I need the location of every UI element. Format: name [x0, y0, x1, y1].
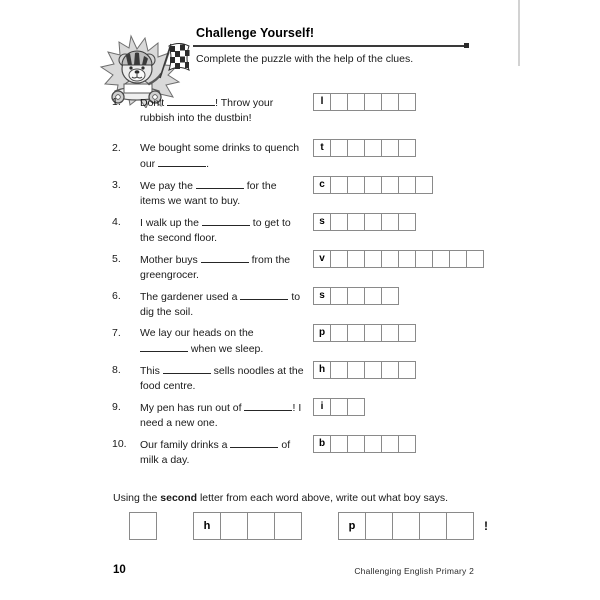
question-text: [140, 95, 304, 125]
question-text: [140, 326, 304, 356]
answer-cell[interactable]: [382, 177, 399, 193]
bottom-instruction: [113, 491, 448, 505]
answer-cell[interactable]: [331, 288, 348, 304]
answer-cell[interactable]: [365, 362, 382, 378]
final-cell[interactable]: [221, 513, 248, 539]
answer-cell[interactable]: [348, 399, 364, 415]
question-row: [0, 326, 600, 366]
answer-cell-prefilled[interactable]: p: [314, 325, 331, 341]
challenge-header: [0, 18, 600, 98]
answer-grid[interactable]: [313, 213, 416, 231]
final-cell[interactable]: [447, 513, 473, 539]
question-text-before: Don't: [140, 97, 168, 109]
question-blank: [158, 156, 206, 167]
answer-cell[interactable]: [348, 288, 365, 304]
question-text-after: .: [206, 157, 210, 170]
question-text-after: to get to the second floor.: [140, 217, 291, 244]
answer-cell[interactable]: [348, 140, 365, 156]
answer-cell[interactable]: [331, 362, 348, 378]
answer-cell[interactable]: [433, 251, 450, 267]
page-number: 10: [113, 564, 126, 576]
answer-cell-prefilled[interactable]: t: [314, 140, 331, 156]
question-text: [140, 141, 304, 171]
answer-cell[interactable]: [348, 214, 365, 230]
answer-cell[interactable]: [382, 140, 399, 156]
final-cell[interactable]: [275, 513, 301, 539]
question-text: [140, 363, 304, 393]
question-row: [0, 363, 600, 403]
question-text: [140, 437, 304, 467]
answer-cell[interactable]: [365, 436, 382, 452]
final-cell[interactable]: [130, 513, 156, 539]
answer-cell[interactable]: [348, 325, 365, 341]
answer-cell[interactable]: [399, 140, 415, 156]
exclamation-mark: !: [484, 519, 488, 533]
answer-cell-prefilled[interactable]: s: [314, 288, 331, 304]
question-row: [0, 252, 600, 292]
answer-grid[interactable]: [313, 139, 416, 157]
answer-grid[interactable]: [313, 176, 433, 194]
question-blank: [240, 289, 288, 300]
answer-cell[interactable]: [331, 140, 348, 156]
question-row: [0, 141, 600, 181]
answer-cell[interactable]: [399, 362, 415, 378]
question-blank: [202, 215, 250, 226]
question-row: [0, 95, 600, 135]
answer-cell-prefilled[interactable]: l: [314, 94, 331, 110]
answer-grid[interactable]: [313, 287, 399, 305]
book-title: Challenging English Primary 2: [354, 566, 474, 576]
answer-cell-prefilled[interactable]: i: [314, 399, 331, 415]
instruction-text: Complete the puzzle with the help of the clues.: [196, 53, 414, 65]
question-text-after: for the items we want to buy.: [140, 180, 277, 207]
question-number: 5.: [112, 253, 121, 265]
answer-cell[interactable]: [348, 362, 365, 378]
question-text-after: ! I need a new one.: [140, 402, 302, 429]
question-number: 4.: [112, 216, 121, 228]
header-text-block: [196, 26, 496, 66]
answer-cell[interactable]: [365, 140, 382, 156]
answer-cell[interactable]: [382, 362, 399, 378]
final-cell[interactable]: [366, 513, 393, 539]
question-text-before: We lay our heads on the: [140, 327, 254, 339]
question-row: [0, 289, 600, 329]
question-text: [140, 289, 304, 319]
question-text: [140, 400, 304, 430]
answer-cell[interactable]: [365, 251, 382, 267]
header-rule-line: [193, 45, 465, 47]
header-rule-endpoint: [464, 43, 469, 48]
answer-cell[interactable]: [365, 214, 382, 230]
answer-cell[interactable]: [331, 325, 348, 341]
bottom-instruction-before: Using the: [113, 492, 161, 504]
question-text-after: ! Throw your rubbish into the dustbin!: [140, 97, 274, 124]
question-text: [140, 178, 304, 208]
final-answer-grid[interactable]: [338, 512, 474, 540]
bottom-instruction-emphasis: second: [160, 492, 198, 504]
answer-cell[interactable]: [399, 251, 416, 267]
question-blank: [230, 437, 278, 448]
answer-cell[interactable]: [382, 325, 399, 341]
bottom-instruction-after: letter from each word above, write out what boy says.: [197, 492, 448, 504]
answer-cell[interactable]: [331, 177, 348, 193]
question-row: [0, 178, 600, 218]
question-text-before: Our family drinks a: [140, 439, 231, 451]
question-row: [0, 215, 600, 255]
question-number: 10.: [112, 438, 127, 450]
answer-cell[interactable]: [348, 251, 365, 267]
question-text-before: We pay the: [140, 180, 196, 192]
answer-cell[interactable]: [450, 251, 467, 267]
question-text-before: My pen has run out of: [140, 402, 245, 414]
question-text-after: from the greengrocer.: [140, 254, 291, 281]
question-text-before: The gardener used a: [140, 291, 241, 303]
question-text-before: This: [140, 365, 163, 377]
question-blank: [201, 252, 249, 263]
question-blank: [244, 400, 292, 411]
answer-cell[interactable]: [467, 251, 483, 267]
answer-cell[interactable]: [365, 177, 382, 193]
question-row: [0, 400, 600, 440]
answer-cell[interactable]: [416, 251, 433, 267]
final-answer-strip: [129, 512, 488, 540]
final-answer-grid[interactable]: [193, 512, 302, 540]
question-number: 9.: [112, 401, 121, 413]
question-text-before: We bought some drinks to quench our: [140, 142, 300, 170]
answer-cell[interactable]: [348, 177, 365, 193]
answer-grid[interactable]: [313, 361, 416, 379]
answer-cell[interactable]: [382, 288, 398, 304]
question-blank: [140, 341, 188, 352]
question-text-after: when we sleep.: [188, 342, 264, 355]
question-blank: [163, 363, 211, 374]
answer-cell[interactable]: [382, 214, 399, 230]
question-text-after: sells noodles at the food centre.: [140, 365, 304, 392]
answer-cell[interactable]: [331, 251, 348, 267]
answer-cell[interactable]: [382, 436, 399, 452]
answer-cell[interactable]: [365, 325, 382, 341]
final-cell[interactable]: [248, 513, 275, 539]
answer-cell[interactable]: [331, 399, 348, 415]
answer-cell[interactable]: [399, 177, 416, 193]
question-number: 7.: [112, 327, 121, 339]
answer-grid[interactable]: [313, 324, 416, 342]
final-answer-grid[interactable]: [129, 512, 157, 540]
answer-cell[interactable]: [399, 436, 415, 452]
answer-grid[interactable]: [313, 435, 416, 453]
answer-cell[interactable]: [365, 288, 382, 304]
question-text-before: I walk up the: [140, 217, 202, 229]
answer-cell[interactable]: [365, 94, 382, 110]
answer-cell[interactable]: [399, 325, 415, 341]
question-number: 2.: [112, 142, 121, 154]
answer-grid[interactable]: [313, 398, 365, 416]
question-number: 8.: [112, 364, 121, 376]
question-blank: [167, 95, 215, 106]
question-row: [0, 437, 600, 477]
header-rule: [193, 43, 469, 49]
answer-grid[interactable]: [313, 93, 416, 111]
answer-cell-prefilled[interactable]: v: [314, 251, 331, 267]
question-text: [140, 252, 304, 282]
question-blank: [196, 178, 244, 189]
question-number: 6.: [112, 290, 121, 302]
answer-cell[interactable]: [348, 94, 365, 110]
answer-cell[interactable]: [331, 436, 348, 452]
page-title: Challenge Yourself!: [196, 26, 315, 40]
final-cell-prefilled[interactable]: h: [194, 513, 221, 539]
answer-cell-prefilled[interactable]: c: [314, 177, 331, 193]
final-cell[interactable]: [393, 513, 420, 539]
answer-cell[interactable]: [399, 214, 415, 230]
answer-cell[interactable]: [399, 94, 415, 110]
question-number: 1.: [112, 96, 121, 108]
question-text-before: Mother buys: [140, 254, 201, 266]
question-text-after: to dig the soil.: [140, 291, 301, 318]
checkered-flag-icon: [169, 44, 190, 71]
question-text: [140, 215, 304, 245]
answer-cell[interactable]: [331, 214, 348, 230]
answer-cell-prefilled[interactable]: s: [314, 214, 331, 230]
answer-cell-prefilled[interactable]: b: [314, 436, 331, 452]
answer-cell[interactable]: [331, 94, 348, 110]
answer-cell-prefilled[interactable]: h: [314, 362, 331, 378]
question-number: 3.: [112, 179, 121, 191]
question-text-after: of milk a day.: [140, 439, 291, 466]
final-cell[interactable]: [420, 513, 447, 539]
answer-cell[interactable]: [382, 251, 399, 267]
answer-cell[interactable]: [348, 436, 365, 452]
answer-grid[interactable]: [313, 250, 484, 268]
answer-cell[interactable]: [416, 177, 432, 193]
final-cell-prefilled[interactable]: p: [339, 513, 366, 539]
answer-cell[interactable]: [382, 94, 399, 110]
